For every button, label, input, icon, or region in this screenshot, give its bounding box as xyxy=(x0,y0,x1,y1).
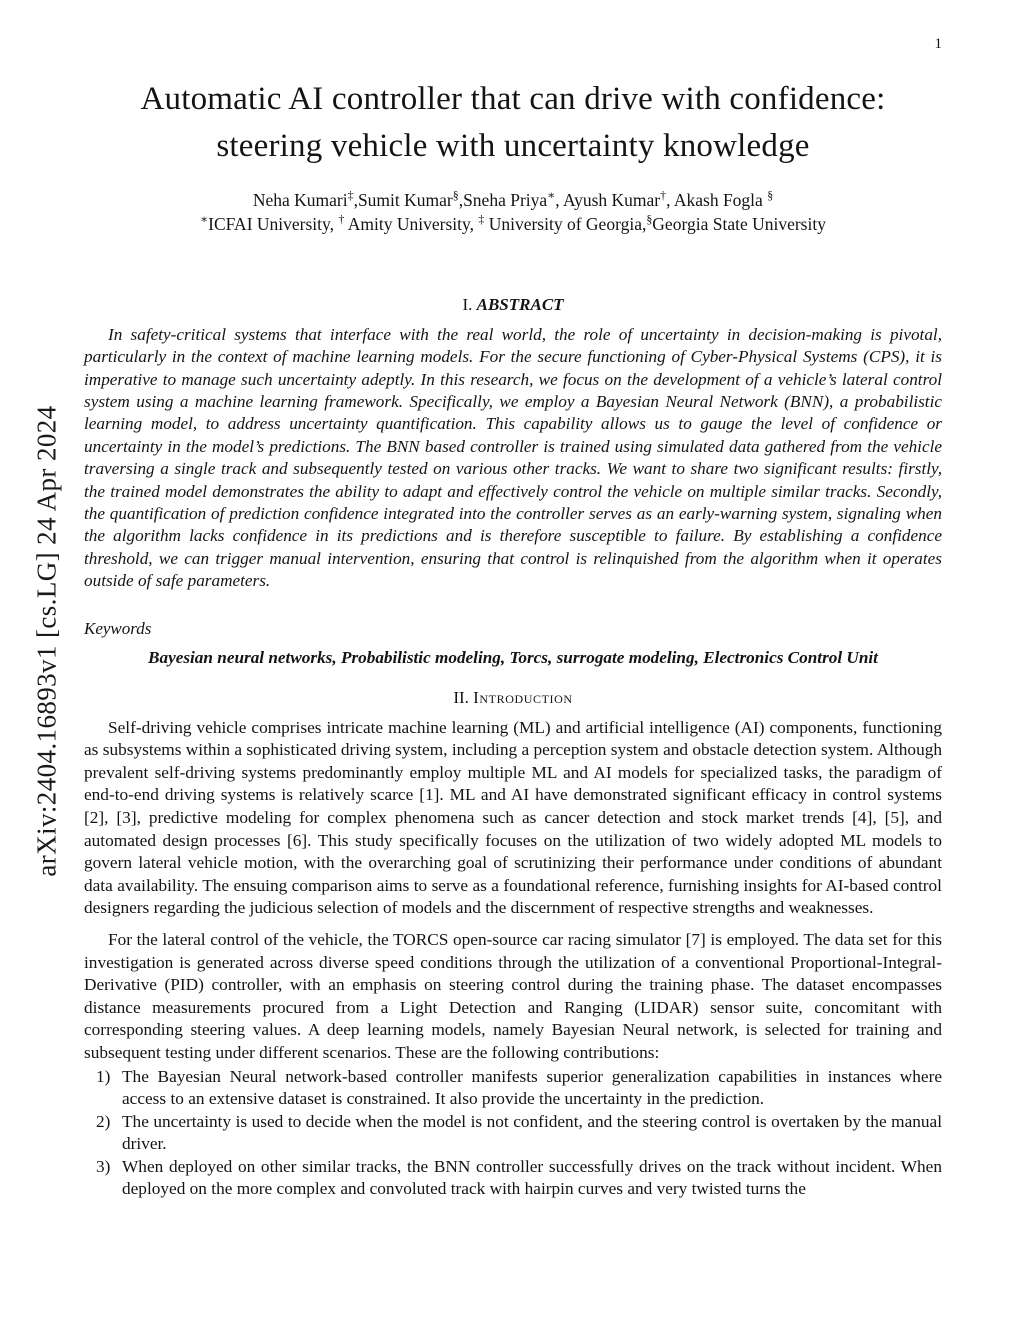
author-mark: § xyxy=(767,187,774,202)
paper-title: Automatic AI controller that can drive with confidence: steering vehicle with uncertainty knowledge xyxy=(140,81,886,164)
contribution-text: The uncertainty is used to decide when the model is not confident, and the steering control is overtaken by the manual driver. xyxy=(122,1111,942,1154)
author-line xyxy=(84,187,942,211)
abstract-section-title: ABSTRACT xyxy=(476,294,564,314)
contribution-item xyxy=(84,1066,942,1111)
affiliation-line xyxy=(84,211,942,235)
author-mark: ‡ xyxy=(347,187,354,202)
introduction-heading xyxy=(84,688,942,708)
page-number: 1 xyxy=(934,36,942,52)
affiliation: ‡ University of Georgia, xyxy=(478,211,647,234)
contribution-text: When deployed on other similar tracks, the BNN controller successfully drives on the track without incident. When deployed on the more complex and convoluted track with hairpin curves and very twisted turns the xyxy=(122,1156,942,1199)
keywords-list: Bayesian neural networks, Probabilistic modeling, Torcs, surrogate modeling, Electronics Control Unit xyxy=(148,647,878,667)
contribution-marker: 3) xyxy=(96,1156,111,1176)
contribution-item xyxy=(84,1111,942,1156)
arxiv-watermark: arXiv:2404.16893v1 [cs.LG] 24 Apr 2024 xyxy=(31,405,62,877)
author-mark: ∗ xyxy=(547,187,556,202)
intro-paragraph-2: For the lateral control of the vehicle, the TORCS open-source car racing simulator [7] is employed. The data set for this investigation is generated across diverse speed conditions through the utilization of a conventional Proportional-Integral-Derivative (PID) controller, with an emphasis on steering control during the training phase. The dataset encompasses distance measurements procured from a Light Detection and Ranging (LIDAR) sensor suite, concomitant with corresponding steering values. A deep learning models, namely Bayesian Neural network, is selected for training and subsequent testing under different scenarios. These are the following contributions: xyxy=(84,929,942,1062)
author-mark: † xyxy=(660,187,667,202)
introduction-section-number: II. xyxy=(453,687,469,707)
contribution-text: The Bayesian Neural network-based controller manifests superior generalization capabilities in instances where access to an extensive dataset is constrained. It also provide the uncertainty in the prediction. xyxy=(122,1066,942,1109)
introduction-section-title: Introduction xyxy=(473,687,573,707)
affiliation-mark: ‡ xyxy=(478,211,485,226)
author-mark: § xyxy=(452,187,459,202)
author: Sneha Priya∗, xyxy=(463,187,564,210)
page-content xyxy=(84,0,942,1201)
intro-paragraph-1: Self-driving vehicle comprises intricate machine learning (ML) and artificial intelligence (AI) components, functioning as subsystems within a sophisticated driving system, including a perception system and obstacle detection system. Although prevalent self-driving systems predominantly employ multiple ML and AI models for specialized tasks, the paradigm of end-to-end driving systems is relatively scarce [1]. ML and AI have demonstrated significant efficacy in control systems [2], [3], predictive modeling for complex phenomena such as cancer detection and stock market trends [4], [5], and automated design processes [6]. This study specifically focuses on the utilization of two widely adopted ML models to govern lateral vehicle motion, with the overarching goal of scrutinizing their performance under conditions of abundant data availability. The ensuing comparison aims to serve as a foundational reference, furnishing insights for AI-based control designers regarding the judicious selection of models and the discernment of respective strengths and weaknesses. xyxy=(84,717,942,918)
affiliation-mark: † xyxy=(338,211,345,226)
abstract-heading xyxy=(84,295,942,315)
affiliation: ∗ICFAI University, xyxy=(200,211,339,234)
abstract-section-number: I. xyxy=(462,294,473,314)
abstract-text: In safety-critical systems that interface with the real world, the role of uncertainty in decision-making is pivotal, particularly in the context of machine learning models. For the secure functioning of Cyber-Physical Systems (CPS), it is imperative to manage such uncertainty adeptly. In this research, we focus on the development of a vehicle’s lateral control system using a machine learning framework. Specifically, we employ a Bayesian Neural Network (BNN), a probabilistic learning model, to address uncertainty quantification. This capability allows us to gauge the level of confidence or uncertainty in the model’s predictions. The BNN based controller is trained using simulated data gathered from the vehicle traversing a single track and subsequently tested on various other tracks. We want to share two significant results: firstly, the trained model demonstrates the ability to adapt and effectively control the vehicle on multiple similar tracks. Secondly, the quantification of prediction confidence integrated into the controller serves as an early-warning system, signaling when the algorithm lacks confidence in its predictions and is therefore susceptible to failure. By establishing a confidence threshold, we can trigger manual intervention, ensuring that control is relinquished from the algorithm when it operates outside of safe parameters. xyxy=(84,324,942,591)
author: Neha Kumari‡, xyxy=(252,187,358,210)
affiliation-mark: ∗ xyxy=(200,211,209,226)
contribution-list xyxy=(84,1066,942,1202)
author: Akash Fogla § xyxy=(673,187,774,210)
contribution-marker: 2) xyxy=(96,1111,111,1131)
contribution-item xyxy=(84,1156,942,1201)
keywords-label: Keywords xyxy=(84,618,152,638)
affiliation: §Georgia State University xyxy=(646,211,826,234)
author: Ayush Kumar†, xyxy=(563,187,674,210)
author: Sumit Kumar§, xyxy=(357,187,464,210)
affiliation: † Amity University, xyxy=(338,211,479,234)
affiliation-mark: § xyxy=(646,211,653,226)
contribution-marker: 1) xyxy=(96,1066,111,1086)
